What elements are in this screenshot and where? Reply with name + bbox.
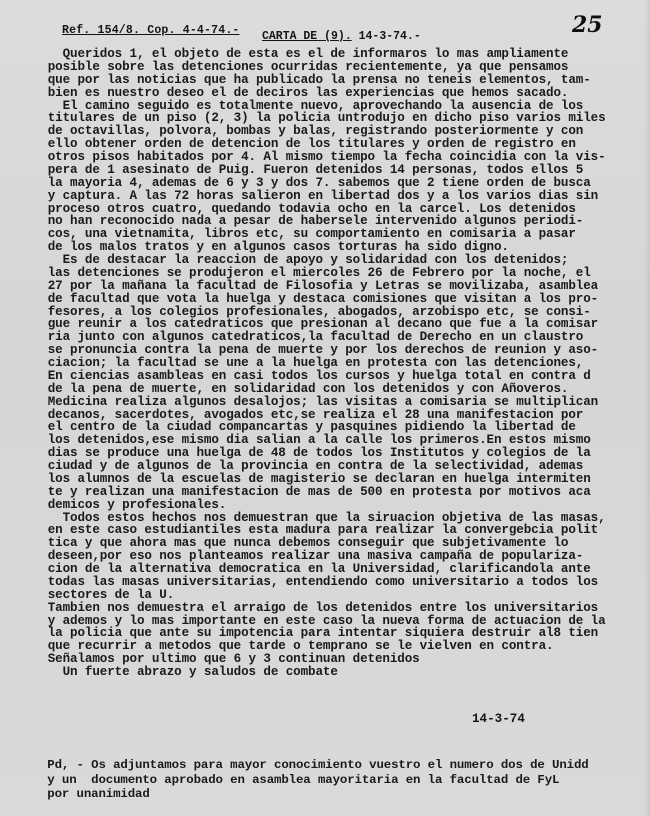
body-line: y captura. A las 72 horas salieron en libertad dos y a los varios dias sin [18, 188, 599, 203]
postscript [18, 758, 648, 802]
body-line: En ciencias asambleas en casi todos los cursos y huelga total en contra d [18, 368, 591, 383]
body-line: Medicina realiza algunos desalojos; las visitas a comisaria se multiplican [18, 394, 599, 409]
body-line: ria junto con algunos catedraticos,la facultad de Derecho en un claustro [18, 330, 584, 345]
body-line: te y realizan una manifestacion de mas de 500 en protesta por motivos aca [18, 484, 591, 499]
body-line: la mayoria 4, ademas de 6 y 3 y dos 7. sabemos que 2 tiene orden de busca [18, 175, 591, 190]
body-line: 27 por la mañana la facultad de Filosofia y Letras se movilizaba, asamblea [18, 278, 599, 293]
body-line: en este caso estudiantiles esta madura para realizar la convergebcia polit [18, 523, 599, 538]
body-line: ciudad y de algunos de la provincia en contra de la selectividad, ademas [18, 459, 584, 473]
body-line: deseen,por eso nos planteamos realizar una masiva campaña de populariza- [18, 549, 584, 564]
letter-label: CARTA DE (9). [262, 30, 352, 43]
letter-date: 14-3-74.- [358, 30, 421, 43]
body-line: el centro de la ciudad compancartas y pasquines pidiendo la libertad de [18, 420, 576, 435]
closing-date: 14-3-74 [472, 712, 525, 726]
body-line: de facultad que vota la huelga y destaca comisiones que visitan a los pro- [18, 291, 599, 306]
body-line: ciacion; la facultad se une a la huelga en protesta con las detenciones, [18, 356, 584, 370]
body-line: las detenciones se produjeron el miercoles 26 de Febrero por la noche, el [18, 265, 591, 280]
postscript-line: Pd, - Os adjuntamos para mayor conocimiento vuestro el numero dos de Unidd [18, 758, 589, 772]
body-line: ello obtener orden de detencion de los titulares y orden de registro en [18, 137, 576, 152]
body-line: El camino seguido es totalmente nuevo, aprovechando la ausencia de los [18, 98, 584, 113]
body-line: sectores de la U. [18, 587, 175, 602]
body-line: los alumnos de la escuelas de magisterio se declaran en huelga intermiten [18, 471, 591, 486]
body-line: pera de 1 asesinato de Puig. Fueron detenidos 14 personas, todos ellos 5 [18, 162, 584, 177]
page-edge-shadow [644, 0, 650, 816]
body-line: que recurrir a metodos que tarde o temprano se le vielven en contra. [18, 639, 554, 654]
body-line: proceso otros cuatro, quedando todavia ocho en la carcel. Los detenidos [18, 201, 576, 216]
letter-body [18, 48, 644, 679]
postscript-line: y un documento aprobado en asamblea mayoritaria en la facultad de FyL [18, 772, 560, 787]
body-line: que por las noticias que ha publicado la prensa no teneis elementos, tam- [18, 72, 591, 87]
body-line: titulares de un piso (2, 3) la policia untrodujo en dicho piso varios miles [18, 111, 606, 126]
body-line: gue reunir a los catedraticos que presionan al decano que fue a la comisar [18, 317, 599, 332]
body-line: posible sobre las detenciones ocurridas recientemente, ya que pensamos [18, 59, 569, 74]
body-line: los detenidos,ese mismo dia salian a la calle los primeros.En estos mismo [18, 433, 591, 448]
body-line: no han reconocido nada a pesar de habersele intervenido algunos periodi- [18, 214, 584, 229]
reference-line: Ref. 154/8. Cop. 4-4-74.- [62, 24, 240, 37]
body-line: la policia que ante su impotencia para intentar siquiera destruir al8 tien [18, 626, 599, 641]
postscript-line: por unanimidad [18, 787, 150, 801]
body-line: fesores, a los colegios profesionales, abogados, arzobispo etc, se consi- [18, 304, 591, 319]
body-line: todas las masas universitarias, entendiendo como universitario a todos los [18, 574, 599, 589]
body-line: Es de destacar la reaccion de apoyo y solidaridad con los detenidos; [18, 253, 569, 267]
body-line: de la pena de muerte, en solidaridad con los detenidos y con Añoveros. [18, 381, 569, 396]
page-number: 25 [572, 12, 603, 38]
body-line: dias se produce una huelga de 48 de todos los Institutos y colegios de la [18, 446, 591, 461]
body-line: otros pisos habitados por 4. Al mismo tiempo la fecha coincidia con la vis- [18, 150, 606, 164]
body-line: tica y que ahora mas que nunca debemos conseguir que subjetivamente lo [18, 536, 569, 551]
body-line: Tambien nos demuestra el arraigo de los detenidos entre los universitarios [18, 600, 599, 615]
body-line: se pronuncia contra la pena de muerte y por los derechos de reunion y aso- [18, 343, 599, 358]
body-line: cos, una vietnamita, libros etc, su comportamiento en comisaria a pasar [18, 227, 576, 242]
body-line: y ademos y lo mas importante en este caso la nueva forma de actuacion de la [18, 613, 606, 628]
body-line: bien es nuestro deseo el de deciros las experiencias que hemos sacado. [18, 85, 569, 100]
body-line: demicos y profesionales. [18, 497, 227, 512]
body-line: Un fuerte abrazo y saludos de combate [18, 665, 338, 679]
body-line: Señalamos por ultimo que 6 y 3 continuan detenidos [18, 652, 420, 667]
body-line: decanos, sacerdotes, avogados etc,se realiza el 28 una manifestacion por [18, 407, 584, 422]
body-line: Todos estos hechos nos demuestran que la siruacion objetiva de las masas, [18, 510, 606, 525]
letter-heading [262, 30, 421, 43]
body-line: cion de la alternativa democratica en la Universidad, clarificandola ante [18, 562, 591, 576]
body-line: Queridos 1, el objeto de esta es el de informaros lo mas ampliamente [18, 47, 569, 61]
body-line: de octavillas, polvora, bombas y balas, registrando posteriormente y con [18, 124, 584, 139]
body-line: de los malos tratos y en algunos casos torturas ha sido digno. [18, 240, 509, 255]
